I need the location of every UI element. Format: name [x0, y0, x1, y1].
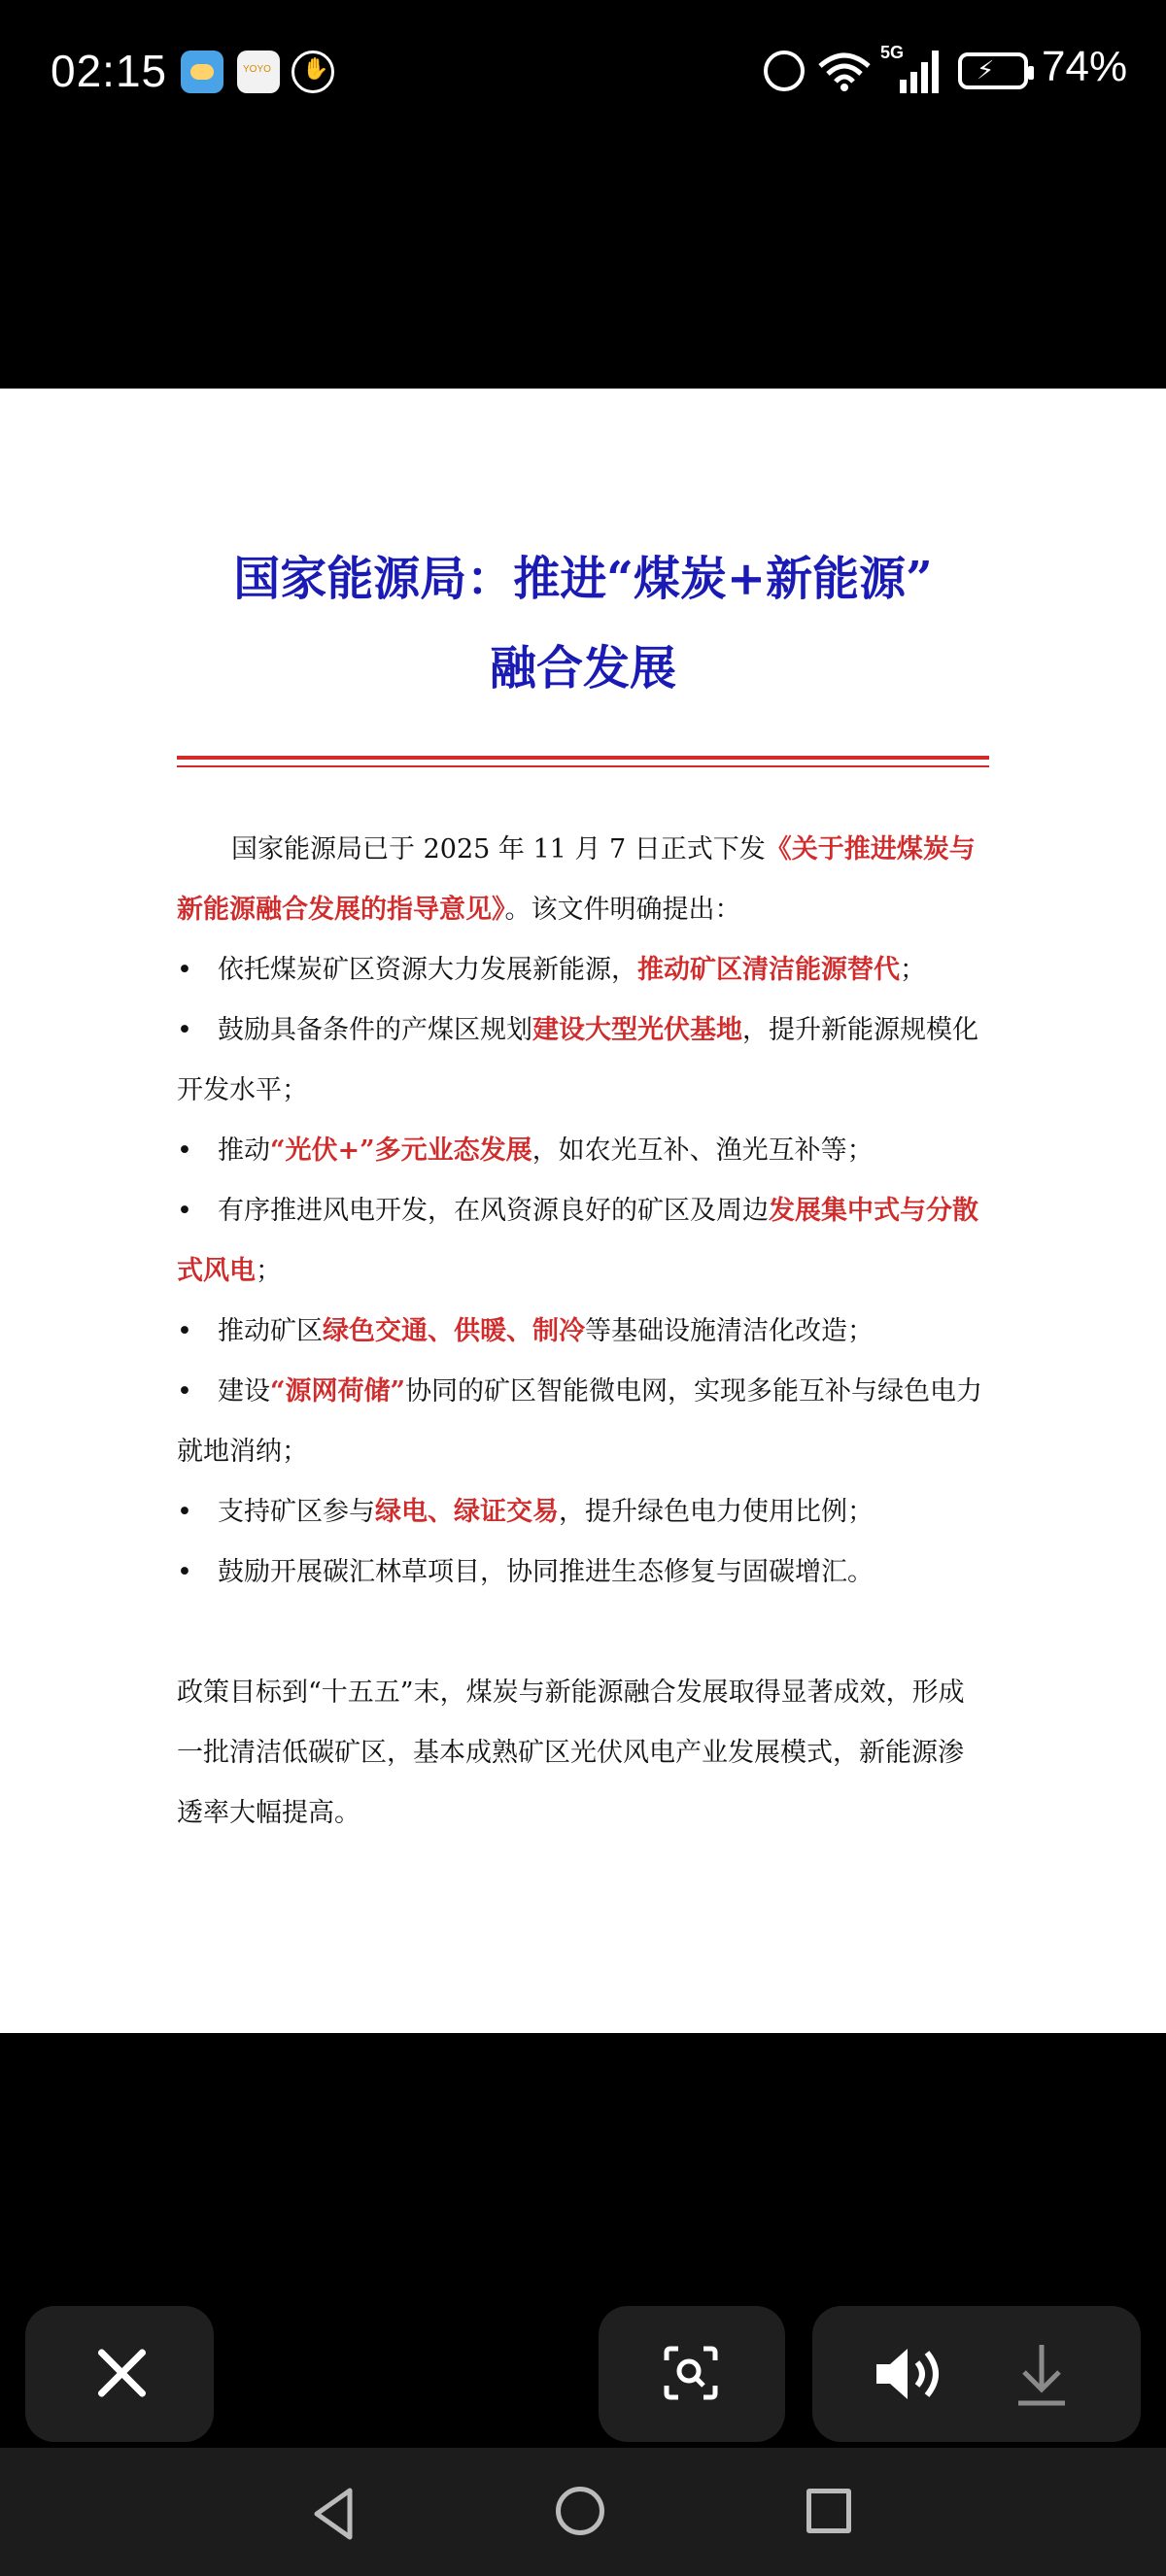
intro-prefix: 国家能源局已于 2025 年 11 月 7 日正式下发 [231, 834, 766, 864]
battery-percent: 74% [1042, 43, 1128, 90]
list-item: • 鼓励具备条件的产煤区规划建设大型光伏基地，提升新能源规模化开发水平； [177, 1000, 989, 1121]
goal-paragraph: 政策目标到“十五五”末，煤炭与新能源融合发展取得显著成效，形成一批清洁低碳矿区，基本成熟矿区光伏风电产业发展模式，新能源渗透率大幅提高。 [177, 1678, 965, 1828]
back-icon[interactable] [311, 2487, 360, 2541]
list-item: • 有序推进风电开发，在风资源良好的矿区及周边发展集中式与分散式风电； [177, 1181, 989, 1302]
list-item: • 支持矿区参与绿电、绿证交易，提升绿色电力使用比例； [177, 1482, 989, 1542]
title-line-2: 融合发展 [489, 641, 676, 695]
status-bar [0, 0, 1166, 146]
recents-icon[interactable] [806, 2489, 851, 2533]
close-button[interactable] [25, 2306, 214, 2442]
clock: 02:15 [51, 46, 168, 96]
navigation-bar [0, 2448, 1166, 2576]
intro-suffix: 。该文件明确提出： [504, 895, 741, 925]
scan-search-icon [663, 2345, 719, 2401]
scan-button[interactable] [599, 2306, 785, 2442]
media-controls [812, 2306, 1141, 2442]
list-item: • 鼓励开展碳汇林草项目，协同推进生态修复与固碳增汇。 [177, 1542, 989, 1603]
network-type-label: 5G [880, 43, 905, 62]
hand-gesture-icon [292, 51, 334, 93]
home-icon[interactable] [556, 2487, 604, 2535]
wifi-icon [818, 51, 871, 91]
policy-points-list [177, 940, 989, 1603]
document-page[interactable] [0, 389, 1166, 2033]
close-icon [93, 2345, 150, 2401]
list-item: • 建设“源网荷储”协同的矿区智能微电网，实现多能互补与绿色电力就地消纳； [177, 1362, 989, 1482]
page-title [0, 534, 1166, 713]
list-item: • 推动矿区绿色交通、供暖、制冷等基础设施清洁化改造； [177, 1302, 989, 1362]
charging-bolt-icon: ⚡ [977, 56, 995, 85]
speaker-icon[interactable] [873, 2345, 950, 2403]
document-name: 《关于推进煤炭与新能源融合发展的指导意见》 [177, 834, 976, 925]
title-line-1: 国家能源局：推进“煤炭+新能源” [233, 552, 933, 606]
download-icon[interactable] [1012, 2341, 1071, 2409]
list-item: • 推动“光伏+”多元业态发展，如农光互补、渔光互补等； [177, 1121, 989, 1181]
list-item: • 依托煤炭矿区资源大力发展新能源，推动矿区清洁能源替代； [177, 940, 989, 1000]
intro-paragraph [177, 820, 989, 940]
document-body [177, 820, 989, 1844]
title-divider-thin [177, 765, 989, 767]
alarm-icon [764, 51, 805, 91]
signal-icon [880, 43, 943, 95]
title-divider [177, 756, 989, 760]
yoyo-app-icon [237, 51, 280, 93]
weather-icon [181, 51, 223, 93]
